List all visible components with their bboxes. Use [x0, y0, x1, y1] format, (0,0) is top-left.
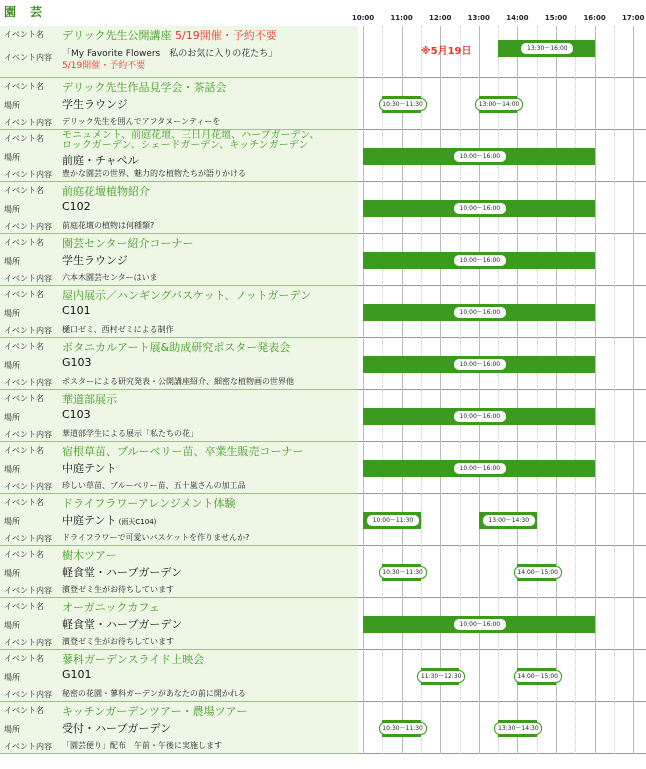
event-row	[0, 442, 646, 494]
event-place: C102	[62, 200, 91, 213]
label-place: 場所	[4, 153, 20, 162]
time-grid	[358, 26, 646, 78]
grid-line	[537, 494, 538, 546]
label-place: 場所	[4, 465, 20, 474]
schedule-time-label: 10:30〜11:30	[379, 722, 427, 735]
label-event-name: イベント名	[4, 238, 44, 247]
grid-line	[633, 78, 634, 130]
grid-line	[614, 390, 615, 442]
label-event-name: イベント名	[4, 550, 44, 559]
grid-line	[556, 702, 557, 754]
grid-line	[595, 546, 596, 598]
event-name: 宿根草苗、ブルーベリー苗、卒業生販売コーナー	[62, 445, 304, 458]
event-row	[0, 390, 646, 442]
event-row	[0, 494, 646, 546]
event-content: 豊かな園芸の世界、魅力的な植物たちが語りかける	[62, 169, 246, 178]
label-content: イベント内容	[4, 690, 52, 699]
event-place: 学生ラウンジ	[62, 98, 128, 111]
event-info	[0, 338, 358, 390]
grid-line	[633, 442, 634, 494]
grid-line	[633, 702, 634, 754]
event-place: G103	[62, 356, 92, 369]
grid-line	[633, 598, 634, 650]
label-content: イベント内容	[4, 378, 52, 387]
schedule-time-label: 13:00〜14:00	[475, 98, 523, 111]
event-content: 珍しい草苗、ブルーベリー苗、五十嵐さんの加工品	[62, 481, 246, 490]
schedule-time-label: 13:00〜14:30	[482, 514, 536, 527]
time-tick-label: 11:00	[390, 14, 413, 22]
event-place: 中庭テント (雨天C104)	[62, 514, 157, 527]
label-content: イベント内容	[4, 326, 52, 335]
label-place: 場所	[4, 569, 20, 578]
event-place: 前庭・チャペル	[62, 154, 139, 167]
label-event-name: イベント名	[4, 82, 44, 91]
grid-line	[595, 650, 596, 702]
schedule-time-label: 13:30〜16:00	[520, 42, 574, 55]
time-grid	[358, 390, 646, 442]
event-place: 軽食堂・ハーブガーデン	[62, 618, 183, 631]
label-content: イベント内容	[4, 118, 52, 127]
label-place: 場所	[4, 621, 20, 630]
time-grid	[358, 650, 646, 702]
event-name: モニュメント、前庭花壇、三日月花壇、ハーブガーデン、 ロックガーデン、シェードガーデン、キッチンガーデン	[62, 130, 320, 151]
grid-line	[460, 494, 461, 546]
grid-line	[421, 494, 422, 546]
label-content: イベント内容	[4, 638, 52, 647]
event-row	[0, 546, 646, 598]
grid-line	[595, 598, 596, 650]
time-grid	[358, 598, 646, 650]
schedule-time-label: 13:30〜14:30	[494, 722, 542, 735]
grid-line	[556, 494, 557, 546]
event-place: G101	[62, 668, 92, 681]
event-content: 濱登ゼミ生がお待ちしています	[62, 585, 174, 594]
label-content: イベント内容	[4, 53, 52, 62]
label-content: イベント内容	[4, 222, 52, 231]
label-event-name: イベント名	[4, 706, 44, 715]
grid-line	[440, 546, 441, 598]
label-place: 場所	[4, 205, 20, 214]
time-tick-label: 10:00	[351, 14, 375, 22]
label-place: 場所	[4, 101, 20, 110]
event-row	[0, 182, 646, 234]
label-event-name: イベント名	[4, 654, 44, 663]
grid-line	[595, 130, 596, 182]
grid-line	[614, 26, 615, 78]
event-info	[0, 130, 358, 182]
event-row	[0, 650, 646, 702]
label-place: 場所	[4, 361, 20, 370]
time-tick-label: 16:00	[583, 14, 606, 22]
grid-line	[595, 26, 596, 78]
grid-line	[633, 182, 634, 234]
grid-line	[575, 78, 576, 130]
event-name: デリック先生作品見学会・茶話会	[62, 81, 227, 94]
schedule-time-label: 10:00〜16:00	[453, 410, 507, 423]
grid-line	[614, 702, 615, 754]
event-row	[0, 338, 646, 390]
event-place-note: (雨天C104)	[116, 518, 157, 526]
event-place: 中庭テント	[62, 462, 117, 475]
label-event-name: イベント名	[4, 498, 44, 507]
grid-line	[633, 130, 634, 182]
event-place: C101	[62, 304, 91, 317]
grid-line	[595, 78, 596, 130]
event-content: ポスターによる研究発表・公開講座紹介、細密な植物画の世界他	[62, 377, 294, 386]
event-name: 華道部展示	[62, 393, 117, 406]
grid-line	[402, 650, 403, 702]
grid-line	[614, 338, 615, 390]
schedule-time-label: 10:00〜16:00	[453, 254, 507, 267]
label-place: 場所	[4, 309, 20, 318]
event-name-note: 5/19開催・予約不要	[171, 29, 277, 42]
event-content: 秘密の花園・蓼科ガーデンがあなたの前に開かれる	[62, 689, 246, 698]
event-row	[0, 702, 646, 754]
event-place: C103	[62, 408, 91, 421]
label-place: 場所	[4, 413, 20, 422]
event-row	[0, 78, 646, 130]
grid-line	[614, 494, 615, 546]
event-content-note: 5/19開催・予約不要	[62, 61, 146, 71]
event-name: ドライフラワーアレンジメント体験	[62, 497, 236, 510]
event-name: 蓼科ガーデンスライド上映会	[62, 653, 205, 666]
label-content: イベント内容	[4, 170, 52, 179]
schedule-time-label: 10:30〜11:30	[379, 566, 427, 579]
event-name: 前庭花壇植物紹介	[62, 185, 150, 198]
event-content: 樋口ゼミ、西村ゼミによる制作	[62, 325, 174, 334]
event-name: 屋内展示／ハンギングバスケット、ノットガーデン	[62, 289, 312, 302]
time-grid	[358, 494, 646, 546]
event-info	[0, 442, 358, 494]
grid-line	[595, 234, 596, 286]
event-name: デリック先生公開講座 5/19開催・予約不要	[62, 29, 277, 42]
grid-line	[363, 546, 364, 598]
schedule-time-label: 10:30〜11:30	[379, 98, 427, 111]
grid-line	[575, 494, 576, 546]
grid-line	[382, 650, 383, 702]
grid-line	[595, 702, 596, 754]
section-title: 園芸	[4, 5, 57, 19]
label-event-name: イベント名	[4, 186, 44, 195]
label-place: 場所	[4, 257, 20, 266]
time-grid	[358, 286, 646, 338]
grid-line	[575, 702, 576, 754]
label-event-name: イベント名	[4, 394, 44, 403]
grid-line	[479, 546, 480, 598]
time-grid	[358, 130, 646, 182]
time-tick-label: 13:00	[467, 14, 490, 22]
label-event-name: イベント名	[4, 290, 44, 299]
time-tick-label: 12:00	[429, 14, 452, 22]
event-info	[0, 702, 358, 754]
event-name: 樹木ツアー	[62, 549, 117, 562]
grid-line	[633, 26, 634, 78]
schedule-time-label: 14:00〜15:00	[514, 670, 562, 683]
schedule-time-label: 10:00〜11:30	[366, 514, 420, 527]
schedule-time-label: 14:00〜15:00	[514, 566, 562, 579]
label-event-name: イベント名	[4, 134, 44, 143]
event-info	[0, 390, 358, 442]
timeline-header	[0, 0, 646, 26]
grid-line	[633, 390, 634, 442]
time-grid	[358, 546, 646, 598]
grid-line	[460, 78, 461, 130]
label-content: イベント内容	[4, 482, 52, 491]
event-content: 前庭花壇の植物は何種類?	[62, 221, 155, 230]
grid-line	[363, 702, 364, 754]
grid-line	[595, 442, 596, 494]
grid-line	[595, 286, 596, 338]
label-event-name: イベント名	[4, 602, 44, 611]
event-info	[0, 546, 358, 598]
grid-line	[479, 650, 480, 702]
grid-line	[440, 78, 441, 130]
grid-line	[575, 650, 576, 702]
event-info	[0, 234, 358, 286]
grid-line	[498, 650, 499, 702]
grid-line	[440, 494, 441, 546]
schedule-time-label: 10:00〜16:00	[453, 306, 507, 319]
grid-line	[614, 78, 615, 130]
grid-line	[633, 286, 634, 338]
grid-line	[537, 78, 538, 130]
schedule-time-label: 10:00〜16:00	[453, 618, 507, 631]
event-row	[0, 130, 646, 182]
time-grid	[358, 234, 646, 286]
time-tick-label: 14:00	[506, 14, 529, 22]
event-info	[0, 286, 358, 338]
event-info	[0, 650, 358, 702]
grid-line	[595, 338, 596, 390]
time-grid	[358, 702, 646, 754]
label-content: イベント内容	[4, 274, 52, 283]
grid-line	[633, 494, 634, 546]
label-event-name: イベント名	[4, 30, 44, 39]
event-content: 「My Favorite Flowers 私のお気に入りの花たち」	[62, 49, 278, 59]
grid-line	[614, 130, 615, 182]
event-place: 軽食堂・ハーブガーデン	[62, 566, 183, 579]
schedule-time-label: 10:00〜16:00	[453, 150, 507, 163]
grid-line	[614, 234, 615, 286]
event-name: ボタニカルアート展&助成研究ポスター発表会	[62, 341, 291, 354]
event-name: 園芸センター紹介コーナー	[62, 237, 194, 250]
event-content: 六本木園芸センターはいま	[62, 273, 158, 282]
grid-line	[614, 546, 615, 598]
grid-line	[363, 650, 364, 702]
event-place: 受付・ハーブガーデン	[62, 722, 172, 735]
label-event-name: イベント名	[4, 342, 44, 351]
grid-line	[614, 182, 615, 234]
grid-line	[614, 286, 615, 338]
event-info	[0, 598, 358, 650]
event-name-line2: ロックガーデン、シェードガーデン、キッチンガーデン	[62, 140, 309, 151]
event-info	[0, 78, 358, 130]
event-row	[0, 234, 646, 286]
grid-line	[556, 78, 557, 130]
label-place: 場所	[4, 673, 20, 682]
event-name: キッチンガーデンツアー・農場ツアー	[62, 705, 248, 718]
grid-line	[575, 546, 576, 598]
date-note: ※5月19日	[420, 46, 472, 57]
event-content: ドライフラワーで可愛いバスケットを作りませんか?	[62, 533, 250, 542]
grid-line	[614, 650, 615, 702]
time-tick-label: 15:00	[544, 14, 568, 22]
event-row	[0, 286, 646, 338]
grid-line	[363, 26, 364, 78]
time-grid	[358, 182, 646, 234]
event-place: 学生ラウンジ	[62, 254, 128, 267]
event-content: 濱登ゼミ生がお待ちしています	[62, 637, 174, 646]
grid-line	[595, 182, 596, 234]
schedule-time-label: 10:00〜16:00	[453, 462, 507, 475]
grid-line	[633, 650, 634, 702]
grid-line	[595, 390, 596, 442]
label-content: イベント内容	[4, 430, 52, 439]
time-grid	[358, 442, 646, 494]
grid-line	[382, 26, 383, 78]
grid-line	[614, 442, 615, 494]
time-grid	[358, 78, 646, 130]
label-content: イベント内容	[4, 586, 52, 595]
grid-line	[614, 598, 615, 650]
label-place: 場所	[4, 517, 20, 526]
time-tick-label: 17:00	[622, 14, 645, 22]
time-grid	[358, 338, 646, 390]
event-info	[0, 182, 358, 234]
grid-line	[479, 702, 480, 754]
grid-line	[440, 702, 441, 754]
schedule-time-label: 11:30〜12:30	[417, 670, 465, 683]
event-content: 「園芸便り」配布 午前・午後に実施します	[62, 741, 222, 750]
label-content: イベント内容	[4, 534, 52, 543]
grid-line	[402, 26, 403, 78]
schedule-time-label: 10:00〜16:00	[453, 358, 507, 371]
label-content: イベント内容	[4, 742, 52, 751]
event-content: 華道部学生による展示「私たちの花」	[62, 429, 198, 438]
label-place: 場所	[4, 725, 20, 734]
event-info	[0, 26, 358, 78]
grid-line	[633, 546, 634, 598]
event-content: デリック先生を囲んでアフタヌーンティーを	[62, 117, 221, 126]
grid-line	[498, 546, 499, 598]
grid-line	[363, 78, 364, 130]
event-row	[0, 598, 646, 650]
grid-line	[460, 702, 461, 754]
grid-line	[633, 234, 634, 286]
event-row	[0, 26, 646, 78]
event-info	[0, 494, 358, 546]
grid-line	[595, 494, 596, 546]
event-name: オーガニックカフェ	[62, 601, 160, 614]
grid-line	[479, 26, 480, 78]
schedule-time-label: 10:00〜16:00	[453, 202, 507, 215]
label-event-name: イベント名	[4, 446, 44, 455]
grid-line	[633, 338, 634, 390]
grid-line	[460, 546, 461, 598]
